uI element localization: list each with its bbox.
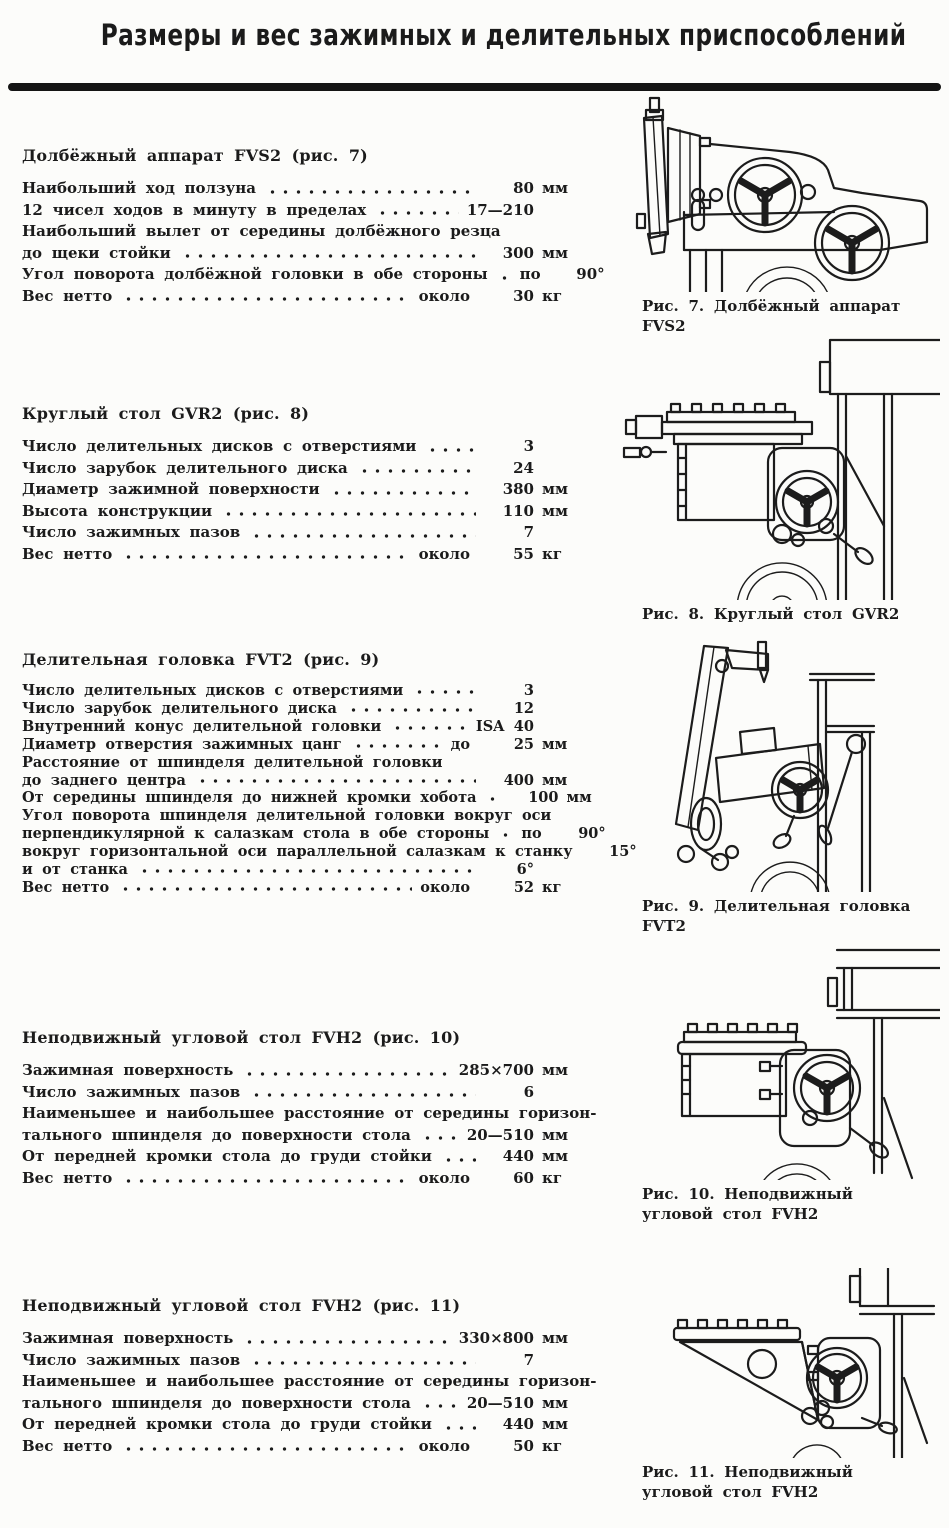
- dot-leader: [426, 436, 476, 458]
- page-title-text: Размеры и вес зажимных и делительных приспособлений: [100, 18, 907, 52]
- dot-leader: [243, 1328, 450, 1350]
- spec-label: Вес нетто: [22, 878, 110, 896]
- figure-9-caption: Рис. 9. Делительная головка FVT2: [642, 897, 911, 935]
- spec-unit: [534, 436, 578, 458]
- dot-leader: [138, 861, 476, 879]
- spec-label: Зажимная поверхность: [22, 1329, 234, 1347]
- spec-row: [22, 264, 605, 286]
- spec-unit: [534, 1082, 578, 1104]
- spec-unit: мм: [542, 1125, 569, 1144]
- spec-unit: мм: [542, 501, 569, 520]
- spec-unit: [534, 682, 578, 700]
- spec-value: 30: [513, 286, 534, 305]
- dot-leader: [421, 1393, 459, 1415]
- dot-leader: [498, 264, 512, 286]
- dot-leader: [376, 200, 459, 222]
- spec-value: 25: [513, 735, 534, 753]
- spec-row: [22, 772, 578, 790]
- spec-value-prefix: по: [521, 825, 542, 843]
- spec-label: Зажимная поверхность: [22, 1061, 234, 1079]
- fvs2-drawing-icon: [622, 96, 940, 292]
- spec-row: [22, 843, 637, 861]
- section-heading: Неподвижный угловой стол FVH2 (рис. 11): [22, 1296, 461, 1315]
- spec-row: [22, 522, 578, 544]
- dot-leader: [391, 718, 468, 736]
- spec-unit: [534, 861, 578, 879]
- spec-label: Наибольший ход ползуна: [22, 179, 256, 197]
- spec-rows: [22, 1328, 597, 1457]
- spec-value: 300: [502, 243, 534, 262]
- spec-label: и от станка: [22, 861, 128, 879]
- spec-unit: [605, 264, 613, 286]
- spec-rows: [22, 682, 637, 897]
- spec-label: Вес нетто: [22, 1436, 113, 1455]
- spec-row: [22, 243, 578, 265]
- spec-unit: кг: [542, 544, 563, 563]
- spec-row: [22, 1146, 578, 1168]
- dot-leader: [122, 544, 410, 566]
- spec-value: 20—510: [466, 1393, 534, 1412]
- spec-row: [22, 286, 578, 308]
- spec-row: [22, 436, 578, 458]
- spec-row: [22, 1168, 578, 1190]
- spec-row: [22, 754, 578, 772]
- spec-label: Число зажимных пазов: [22, 1082, 241, 1101]
- figure-7: [622, 96, 942, 336]
- spec-label: Число зарубок делительного диска: [22, 699, 337, 717]
- spec-row: [22, 825, 606, 843]
- horizontal-rule: [8, 83, 941, 91]
- dot-leader: [442, 1146, 476, 1168]
- spec-unit: мм: [542, 1061, 569, 1079]
- spec-unit: [534, 200, 578, 222]
- spec-label: Вес нетто: [22, 286, 113, 305]
- dot-leader: [421, 1125, 459, 1147]
- spec-value: 440: [502, 1147, 534, 1165]
- spec-rows: [22, 436, 578, 565]
- spec-value: 100: [528, 789, 559, 807]
- spec-row: [22, 1436, 578, 1458]
- dot-leader: [122, 1168, 410, 1190]
- spec-label: тального шпинделя до поверхности стола: [22, 1393, 411, 1412]
- spec-label: Число делительных дисков с отверстиями: [22, 437, 417, 455]
- dot-leader: [486, 789, 500, 807]
- spec-value: 90°: [578, 825, 606, 843]
- dot-leader: [181, 243, 476, 265]
- spec-unit: мм: [542, 1415, 569, 1433]
- spec-label: Число зажимных пазов: [22, 523, 241, 541]
- spec-row: [22, 200, 578, 222]
- spec-row: [22, 1082, 578, 1104]
- spec-value-prefix: около: [418, 1168, 470, 1187]
- dot-leader: [413, 682, 476, 700]
- dot-leader: [352, 736, 443, 754]
- figure-10-caption: Рис. 10. Неподвижный угловой стол FVH2: [642, 1185, 853, 1223]
- section-heading: Круглый стол GVR2 (рис. 8): [22, 404, 310, 423]
- spec-row: [22, 1414, 578, 1436]
- dot-leader: [347, 700, 476, 718]
- spec-label: Число делительных дисков с отверстиями: [22, 682, 404, 699]
- spec-unit: [606, 825, 614, 843]
- spec-value-prefix: около: [420, 878, 470, 896]
- spec-value: 440: [502, 1415, 534, 1433]
- page-title: [0, 18, 949, 52]
- spec-value: 380: [502, 480, 534, 498]
- spec-unit: мм: [542, 1393, 569, 1412]
- spec-label: перпендикулярной к салазкам стола в обе стороны: [22, 825, 490, 843]
- dot-leader: [222, 501, 476, 523]
- spec-value: 20—510: [466, 1125, 534, 1144]
- spec-value: 6: [523, 1082, 534, 1101]
- dot-leader: [196, 772, 476, 790]
- dot-leader: [119, 879, 412, 897]
- dot-leader: [442, 1414, 476, 1436]
- spec-value: 6°: [516, 861, 534, 879]
- spec-row: [22, 1328, 578, 1350]
- spec-value-prefix: около: [418, 1436, 470, 1455]
- figure-11-caption: Рис. 11. Неподвижный угловой стол FVH2: [642, 1463, 853, 1501]
- spec-label: Высота конструкции: [22, 501, 213, 520]
- spec-unit: [534, 1350, 578, 1372]
- spec-label: Диаметр отверстия зажимных цанг: [22, 735, 342, 753]
- spec-row: [22, 1103, 597, 1125]
- spacer: [573, 843, 587, 861]
- spec-label: Угол поворота шпинделя делительной головки вокруг оси: [22, 807, 552, 825]
- dot-leader: [122, 286, 410, 308]
- spec-label: От передней кромки стола до груди стойки: [22, 1147, 432, 1165]
- spec-unit: мм: [542, 735, 568, 753]
- section-heading: Долбёжный аппарат FVS2 (рис. 7): [22, 146, 368, 165]
- spec-label: до щеки стойки: [22, 243, 171, 262]
- dot-leader: [250, 522, 476, 544]
- spec-value: 7: [523, 1350, 534, 1369]
- spec-unit: мм: [542, 771, 568, 789]
- spec-value-prefix: около: [418, 286, 470, 305]
- spec-row: [22, 479, 578, 501]
- figure-10: [622, 948, 942, 1224]
- figure-8-caption: Рис. 8. Круглый стол GVR2: [642, 605, 900, 623]
- spec-label: От передней кромки стола до груди стойки: [22, 1415, 432, 1433]
- spec-label: 12 чисел ходов в минуту в пределах: [22, 200, 367, 219]
- spec-value: 7: [523, 523, 534, 541]
- spec-value-prefix: до: [450, 735, 470, 753]
- spec-value: 400: [503, 771, 534, 789]
- spec-unit: [534, 700, 578, 718]
- spec-label: тального шпинделя до поверхности стола: [22, 1125, 411, 1144]
- spec-unit: мм: [542, 480, 569, 498]
- fvh2-fig11-drawing-icon: [622, 1268, 940, 1458]
- spec-label: вокруг горизонтальной оси параллельной салазкам к станку: [22, 843, 573, 861]
- spec-row: [22, 1393, 578, 1415]
- spec-value: 55: [513, 544, 534, 563]
- dot-leader: [250, 1082, 476, 1104]
- spec-label: Наименьшее и наибольшее расстояние от середины горизон-: [22, 1104, 597, 1122]
- spec-value: 90°: [576, 265, 605, 283]
- spec-unit: кг: [542, 1168, 563, 1187]
- spec-value: 50: [513, 1436, 534, 1455]
- spec-label: Внутренний конус делительной головки: [22, 717, 382, 735]
- section-fvs2: [22, 146, 605, 307]
- figure-7-caption: Рис. 7. Долбёжный аппарат FVS2: [642, 297, 901, 335]
- spec-row: [22, 544, 578, 566]
- spec-unit: мм: [542, 243, 569, 262]
- spec-row: [22, 1350, 578, 1372]
- spec-label: Угол поворота долбёжной головки в обе стороны: [22, 265, 488, 283]
- spec-value-prefix: около: [418, 544, 470, 563]
- figure-9: [622, 640, 942, 936]
- dot-leader: [330, 479, 476, 501]
- dot-leader: [499, 825, 513, 843]
- spec-row: [22, 1371, 597, 1393]
- section-gvr2: [22, 404, 578, 565]
- spec-unit: мм: [542, 1147, 569, 1165]
- spec-label: Вес нетто: [22, 544, 113, 563]
- spec-value: 110: [502, 501, 534, 520]
- spec-row: [22, 1125, 578, 1147]
- spec-row: [22, 718, 578, 736]
- dot-leader: [358, 458, 476, 480]
- spec-value: 17—210: [466, 200, 534, 219]
- spec-row: [22, 789, 592, 807]
- spec-value: 12: [513, 699, 534, 717]
- spec-label: Вес нетто: [22, 1168, 113, 1187]
- spec-label: Расстояние от шпинделя делительной головки: [22, 753, 443, 771]
- spec-unit: [534, 718, 578, 736]
- spec-value: 3: [523, 437, 534, 455]
- spec-rows: [22, 178, 605, 307]
- spec-row: [22, 221, 578, 243]
- spec-value: 285×700: [458, 1061, 534, 1079]
- spec-value: 60: [513, 1168, 534, 1187]
- spec-value: 24: [513, 458, 534, 477]
- spec-row: [22, 682, 578, 700]
- spec-unit: [534, 522, 578, 544]
- spec-row: [22, 458, 578, 480]
- spec-value: ISA 40: [475, 717, 534, 735]
- spec-rows: [22, 1060, 597, 1189]
- spec-unit: [534, 458, 578, 480]
- spec-row: [22, 807, 578, 825]
- figure-11: [622, 1268, 942, 1502]
- spec-label: Число зарубок делительного диска: [22, 458, 348, 477]
- spec-value-prefix: по: [519, 265, 541, 283]
- section-heading: Неподвижный угловой стол FVH2 (рис. 10): [22, 1028, 461, 1047]
- fvh2-fig10-drawing-icon: [622, 948, 940, 1180]
- spec-row: [22, 501, 578, 523]
- spec-row: [22, 1060, 578, 1082]
- dot-leader: [250, 1350, 476, 1372]
- gvr2-drawing-icon: [622, 336, 940, 600]
- spec-label: Число зажимных пазов: [22, 1350, 241, 1369]
- spec-unit: мм: [542, 1329, 569, 1347]
- spec-unit: кг: [542, 286, 563, 305]
- spec-row: [22, 700, 578, 718]
- spec-value: 15°: [609, 843, 637, 861]
- spec-row: [22, 178, 578, 200]
- spec-unit: мм: [566, 789, 592, 807]
- spec-value: 3: [523, 682, 534, 699]
- section-heading: Делительная головка FVT2 (рис. 9): [22, 650, 380, 669]
- fvt2-drawing-icon: [622, 640, 940, 892]
- section-fvh2-fig11: [22, 1296, 597, 1457]
- spec-unit: кг: [542, 878, 562, 896]
- spec-label: Наибольший вылет от середины долбёжного резца: [22, 222, 501, 240]
- spec-row: [22, 861, 578, 879]
- spec-value: 330×800: [458, 1329, 534, 1347]
- section-fvt2: [22, 650, 637, 897]
- figure-8: [622, 336, 942, 624]
- spec-unit: мм: [542, 179, 569, 197]
- spec-row: [22, 879, 578, 897]
- spec-row: [22, 736, 578, 754]
- dot-leader: [243, 1060, 450, 1082]
- section-fvh2-fig10: [22, 1028, 597, 1189]
- spec-label: до заднего центра: [22, 771, 186, 789]
- spec-label: От середины шпинделя до нижней кромки хобота: [22, 789, 477, 807]
- spec-value: 52: [513, 878, 534, 896]
- spec-label: Диаметр зажимной поверхности: [22, 480, 320, 498]
- dot-leader: [122, 1436, 410, 1458]
- spec-label: Наименьшее и наибольшее расстояние от середины горизон-: [22, 1372, 597, 1390]
- dot-leader: [266, 178, 476, 200]
- spec-unit: кг: [542, 1436, 563, 1455]
- spec-value: 80: [513, 179, 534, 197]
